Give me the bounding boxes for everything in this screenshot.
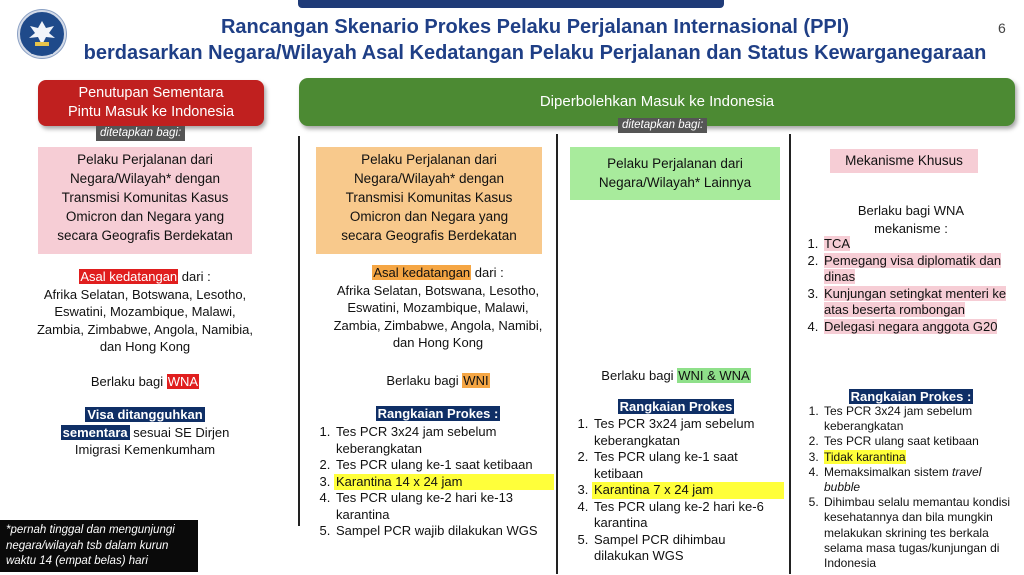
col4-mechanism-list [802,236,1012,335]
col2-origin-label: Asal kedatangan [373,265,471,280]
col4-applies-line-1: Berlaku bagi WNA [857,203,965,218]
col1-criteria-box [38,147,252,254]
col4-applies-line-2: mekanisme : [874,220,948,236]
col2-origin-heading [312,264,564,282]
col2-applies-prefix: Berlaku bagi [386,373,463,388]
col3-prokes-list [572,416,784,565]
col1-applies-prefix: Berlaku bagi [90,374,167,389]
col2-prokes-label: Rangkaian Prokes : [377,406,499,421]
applies-to-tag-allowed: ditetapkan bagi: [618,118,707,133]
list-item: 4. Tes PCR ulang ke-2 hari ke-13 karantina [334,490,554,523]
col3-applies-to [566,367,786,385]
column-divider-2 [556,134,558,574]
col1-country-line: Afrika Selatan, Botswana, Lesotho, [43,286,247,302]
col3-prokes-label: Rangkaian Prokes [619,399,733,414]
closed-entry-header [38,80,264,126]
col2-origin-suffix: dari : [471,265,504,280]
logo-caption: COVID-19 [30,50,54,56]
col2-country-line: Eswatini, Mozambique, Malawi, [347,300,529,315]
col1-applies-to [20,373,270,391]
list-item: 5. Sampel PCR dihimbau dilakukan WGS [592,532,784,565]
step-highlight: Tidak karantina [824,449,906,464]
list-item: 3. Karantina 14 x 24 jam [334,474,554,491]
list-item [822,236,1012,253]
applies-to-tag-closed: ditetapkan bagi: [96,126,185,141]
col2-criteria-line: Transmisi Komunitas Kasus [345,190,513,205]
col1-criteria-line: Transmisi Komunitas Kasus [61,190,229,205]
col1-origin-suffix: dari : [178,269,211,284]
col3-criteria-line: Pelaku Perjalanan dari [607,156,743,171]
col4-prokes-heading [806,388,1016,406]
list-item [822,286,1012,319]
col3-criteria-box [570,147,780,200]
col3-criteria-line: Negara/Wilayah* Lainnya [598,175,752,190]
step-italic: travel bubble [824,464,982,495]
col1-visa-line-1: Visa ditangguhkan [87,407,203,422]
col1-country-line: dan Hong Kong [99,339,191,354]
title-line-2: berdasarkan Negara/Wilayah Asal Kedatangan Pelaku Perjalanan dan Status Kewarganegaraan [83,42,987,64]
list-item: 2. Tes PCR ulang ke-1 saat ketibaan [334,457,554,474]
col2-criteria-box [316,147,542,254]
col2-country-line: Zambia, Zimbabwe, Angola, Namibi, [333,317,543,333]
list-item: 1. Tes PCR 3x24 jam sebelum keberangkatan [334,424,554,457]
col2-prokes-heading [312,405,564,423]
list-item: 2. Tes PCR ulang ke-1 saat ketibaan [592,449,784,482]
col1-country-line: Eswatini, Mozambique, Malawi, [54,304,236,319]
col2-country-line: Afrika Selatan, Botswana, Lesotho, [336,282,540,298]
top-accent-bar [298,0,724,8]
col2-criteria-line: Negara/Wilayah* dengan [353,171,505,186]
col1-criteria-line: Negara/Wilayah* dengan [69,171,221,186]
col1-visa-note [20,406,270,459]
list-item: 3. Karantina 7 x 24 jam [592,482,784,499]
col1-country-line: Zambia, Zimbabwe, Angola, Namibia, [36,321,254,337]
footnote: *pernah tinggal dan mengunjungi negara/wilayah tsb dalam kurun waktu 14 (empat belas) hari [0,520,198,572]
col1-criteria-line: secara Geografis Berdekatan [57,228,233,243]
list-item: 1. Tes PCR 3x24 jam sebelum keberangkatan [592,416,784,449]
col1-visa-line-3: Imigrasi Kemenkumham [74,442,216,457]
col4-prokes-label: Rangkaian Prokes : [850,389,972,404]
mechanism-text: Pemegang visa diplomatik dan dinas [824,252,1002,284]
list-item [822,465,1012,495]
col2-applies-to [312,372,564,390]
list-item: 5. Sampel PCR wajib dilakukan WGS [334,523,554,540]
col1-origin-block [20,268,270,356]
mechanism-text: TCA [824,236,850,251]
allowed-entry-header: Diperbolehkan Masuk ke Indonesia [299,78,1015,126]
col3-applies-prefix: Berlaku bagi [601,368,678,383]
col4-criteria-box: Mekanisme Khusus [830,149,978,173]
mechanism-text: Delegasi negara anggota G20 [824,318,998,334]
col3-applies-value: WNI & WNA [678,368,750,383]
col2-criteria-line: Pelaku Perjalanan dari [361,152,497,167]
closed-header-line-2: Pintu Masuk ke Indonesia [67,104,235,120]
col4-prokes-list [802,404,1012,571]
col2-country-line: dan Hong Kong [392,335,484,350]
col2-criteria-line: secara Geografis Berdekatan [341,228,517,243]
page-title [70,14,1000,66]
col1-criteria-line: Pelaku Perjalanan dari [77,152,213,167]
col2-prokes-list [314,424,554,540]
closed-header-line-1: Penutupan Sementara [78,85,224,101]
col1-visa-line-2-rest: sesuai SE Dirjen [129,424,230,440]
mechanism-text: Kunjungan setingkat menteri ke atas beserta rombongan [824,285,1007,317]
col3-prokes-heading [566,398,786,416]
col1-origin-heading [20,268,270,286]
list-item: 1. Tes PCR 3x24 jam sebelum keberangkatan [822,404,1012,434]
col2-criteria-line: Omicron dan Negara yang [349,209,509,224]
list-item [822,450,1012,465]
col2-applies-value: WNI [463,373,489,388]
page-number: 6 [998,20,1006,36]
column-divider-1 [298,136,300,526]
col1-applies-value: WNA [167,374,199,389]
col4-applies-to [806,202,1016,237]
col1-criteria-line: Omicron dan Negara yang [65,209,225,224]
step-text: Memaksimalkan sistem [824,464,953,479]
list-item [822,253,1012,286]
list-item: 2. Tes PCR ulang saat ketibaan [822,434,1012,449]
col2-origin-block [312,264,564,352]
col1-origin-label: Asal kedatangan [80,269,178,284]
list-item: 4. Tes PCR ulang ke-2 hari ke-6 karantina [592,499,784,532]
list-item [822,319,1012,336]
column-divider-3 [789,134,791,574]
list-item: 5. Dihimbau selalu memantau kondisi kesehatannya dan bila mungkin melakukan skrining tes berkala selama masa tugas/kunjungan di Indonesia [822,495,1012,571]
col1-visa-line-2-highlight: sementara [62,424,128,440]
title-line-1: Rancangan Skenario Prokes Pelaku Perjalanan Internasional (PPI) [220,16,849,38]
